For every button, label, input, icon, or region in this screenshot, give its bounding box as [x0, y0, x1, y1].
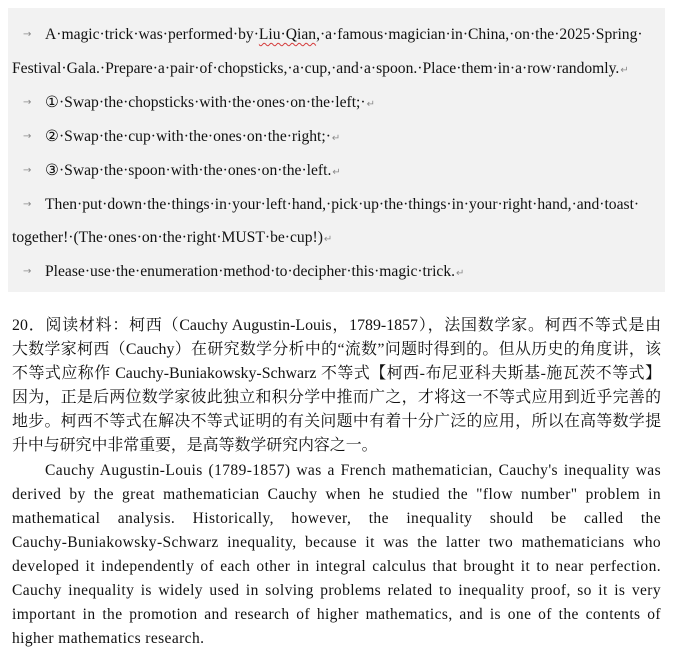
instruction-line-1	[8, 188, 639, 222]
instruction-line-2	[8, 221, 332, 255]
question-number: 20．	[12, 317, 46, 334]
instruction-line-2-text: together!·(The·ones·on·the·right·MUST·be·cup!)	[12, 229, 323, 247]
paragraph-mark-icon: ↵	[323, 234, 333, 246]
chinese-line-3: 不等式应称作 Cauchy-Buniakowsky-Schwarz 不等式【柯西-布尼亚科夫斯基-施瓦茨不等式】	[12, 365, 661, 383]
tab-mark-icon: →	[23, 164, 32, 176]
english-line-2: derived by the great mathematician Cauchy when he studied the "flow number" problem in	[12, 485, 661, 503]
passage-line-1-start: A·magic·trick·was·performed·by·	[45, 26, 259, 43]
english-line-6: Cauchy inequality is widely used in solving problems related to inequality proof, so it is very	[12, 582, 661, 600]
question-20	[12, 314, 661, 651]
tab-mark-icon: →	[23, 198, 32, 210]
step-3	[8, 154, 341, 188]
chinese-line-6: 升中与研究中非常重要，是高等数学研究内容之一。	[12, 437, 378, 455]
passage-line-1-end: ,·a·famous·magician·in·China,·on·the·2025·Spring·	[316, 26, 643, 43]
task-text: Please·use·the·enumeration·method·to·decipher·this·magic·trick.	[45, 263, 456, 281]
paragraph-mark-icon: ↵	[456, 268, 465, 280]
step-3-text: ③·Swap·the·spoon·with·the·ones·on·the·left.	[45, 161, 332, 179]
passage-line-2-text: Festival·Gala.·Prepare·a·pair·of·chopsticks,·a·cup,·and·a·spoon.·Place·them·in·a·row·randomly.	[12, 59, 620, 77]
chinese-line-4: 因为，正是后两位数学家彼此独立和积分学中推而广之，才将这一不等式应用到近乎完善的	[12, 389, 661, 407]
step-1	[8, 86, 375, 120]
chinese-line-1	[12, 314, 661, 338]
english-line-3: mathematical analysis. Historically, however, the inequality should be called the	[12, 509, 661, 527]
paragraph-mark-icon: ↵	[331, 132, 341, 144]
chinese-line-2: 大数学家柯西（Cauchy）在研究数学分析中的“流数”问题时得到的。但从历史的角度讲，该	[12, 341, 661, 359]
english-line-5: developed it independently of each other in integral calculus that brought it to near perfection.	[12, 557, 661, 575]
paragraph-mark-icon: ↵	[366, 98, 375, 110]
passage-line-2	[8, 52, 629, 86]
task-line	[8, 255, 464, 289]
english-line-4: Cauchy-Buniakowsky-Schwarz inequality, because it was the latter two mathematicians who	[12, 533, 661, 551]
step-2-text: ②·Swap·the·cup·with·the·ones·on·the·right;·	[45, 127, 331, 145]
english-line-1: Cauchy Augustin-Louis (1789-1857) was a French mathematician, Cauchy's inequality was	[45, 461, 661, 479]
chinese-line-5: 地步。柯西不等式在解决不等式证明的有关问题中有着十分广泛的应用，所以在高等数学提	[12, 413, 661, 431]
tab-mark-icon: →	[23, 29, 32, 40]
passage-line-1	[8, 18, 643, 52]
magic-trick-passage	[8, 8, 665, 292]
tab-mark-icon: →	[23, 130, 32, 142]
tab-mark-icon: →	[23, 266, 32, 278]
step-1-text: ①·Swap·the·chopsticks·with·the·ones·on·the·left;·	[45, 93, 366, 111]
paragraph-mark-icon: ↵	[620, 64, 629, 76]
instruction-line-1-text: Then·put·down·the·things·in·your·left·hand,·pick·up·the·things·in·your·right·hand,·and·toast·	[45, 195, 640, 213]
magician-name: Liu·Qian	[258, 26, 317, 43]
step-2	[8, 120, 340, 154]
tab-mark-icon: →	[23, 96, 32, 108]
english-line-7: important in the promotion and research of higher mathematics, and is one of the contents of	[12, 606, 661, 624]
chinese-line-1-text: 阅读材料：柯西（Cauchy Augustin-Louis，1789-1857），法国数学家。柯西不等式是由	[45, 317, 661, 334]
english-line-8: higher mathematics research.	[12, 630, 205, 648]
paragraph-mark-icon: ↵	[332, 166, 341, 178]
